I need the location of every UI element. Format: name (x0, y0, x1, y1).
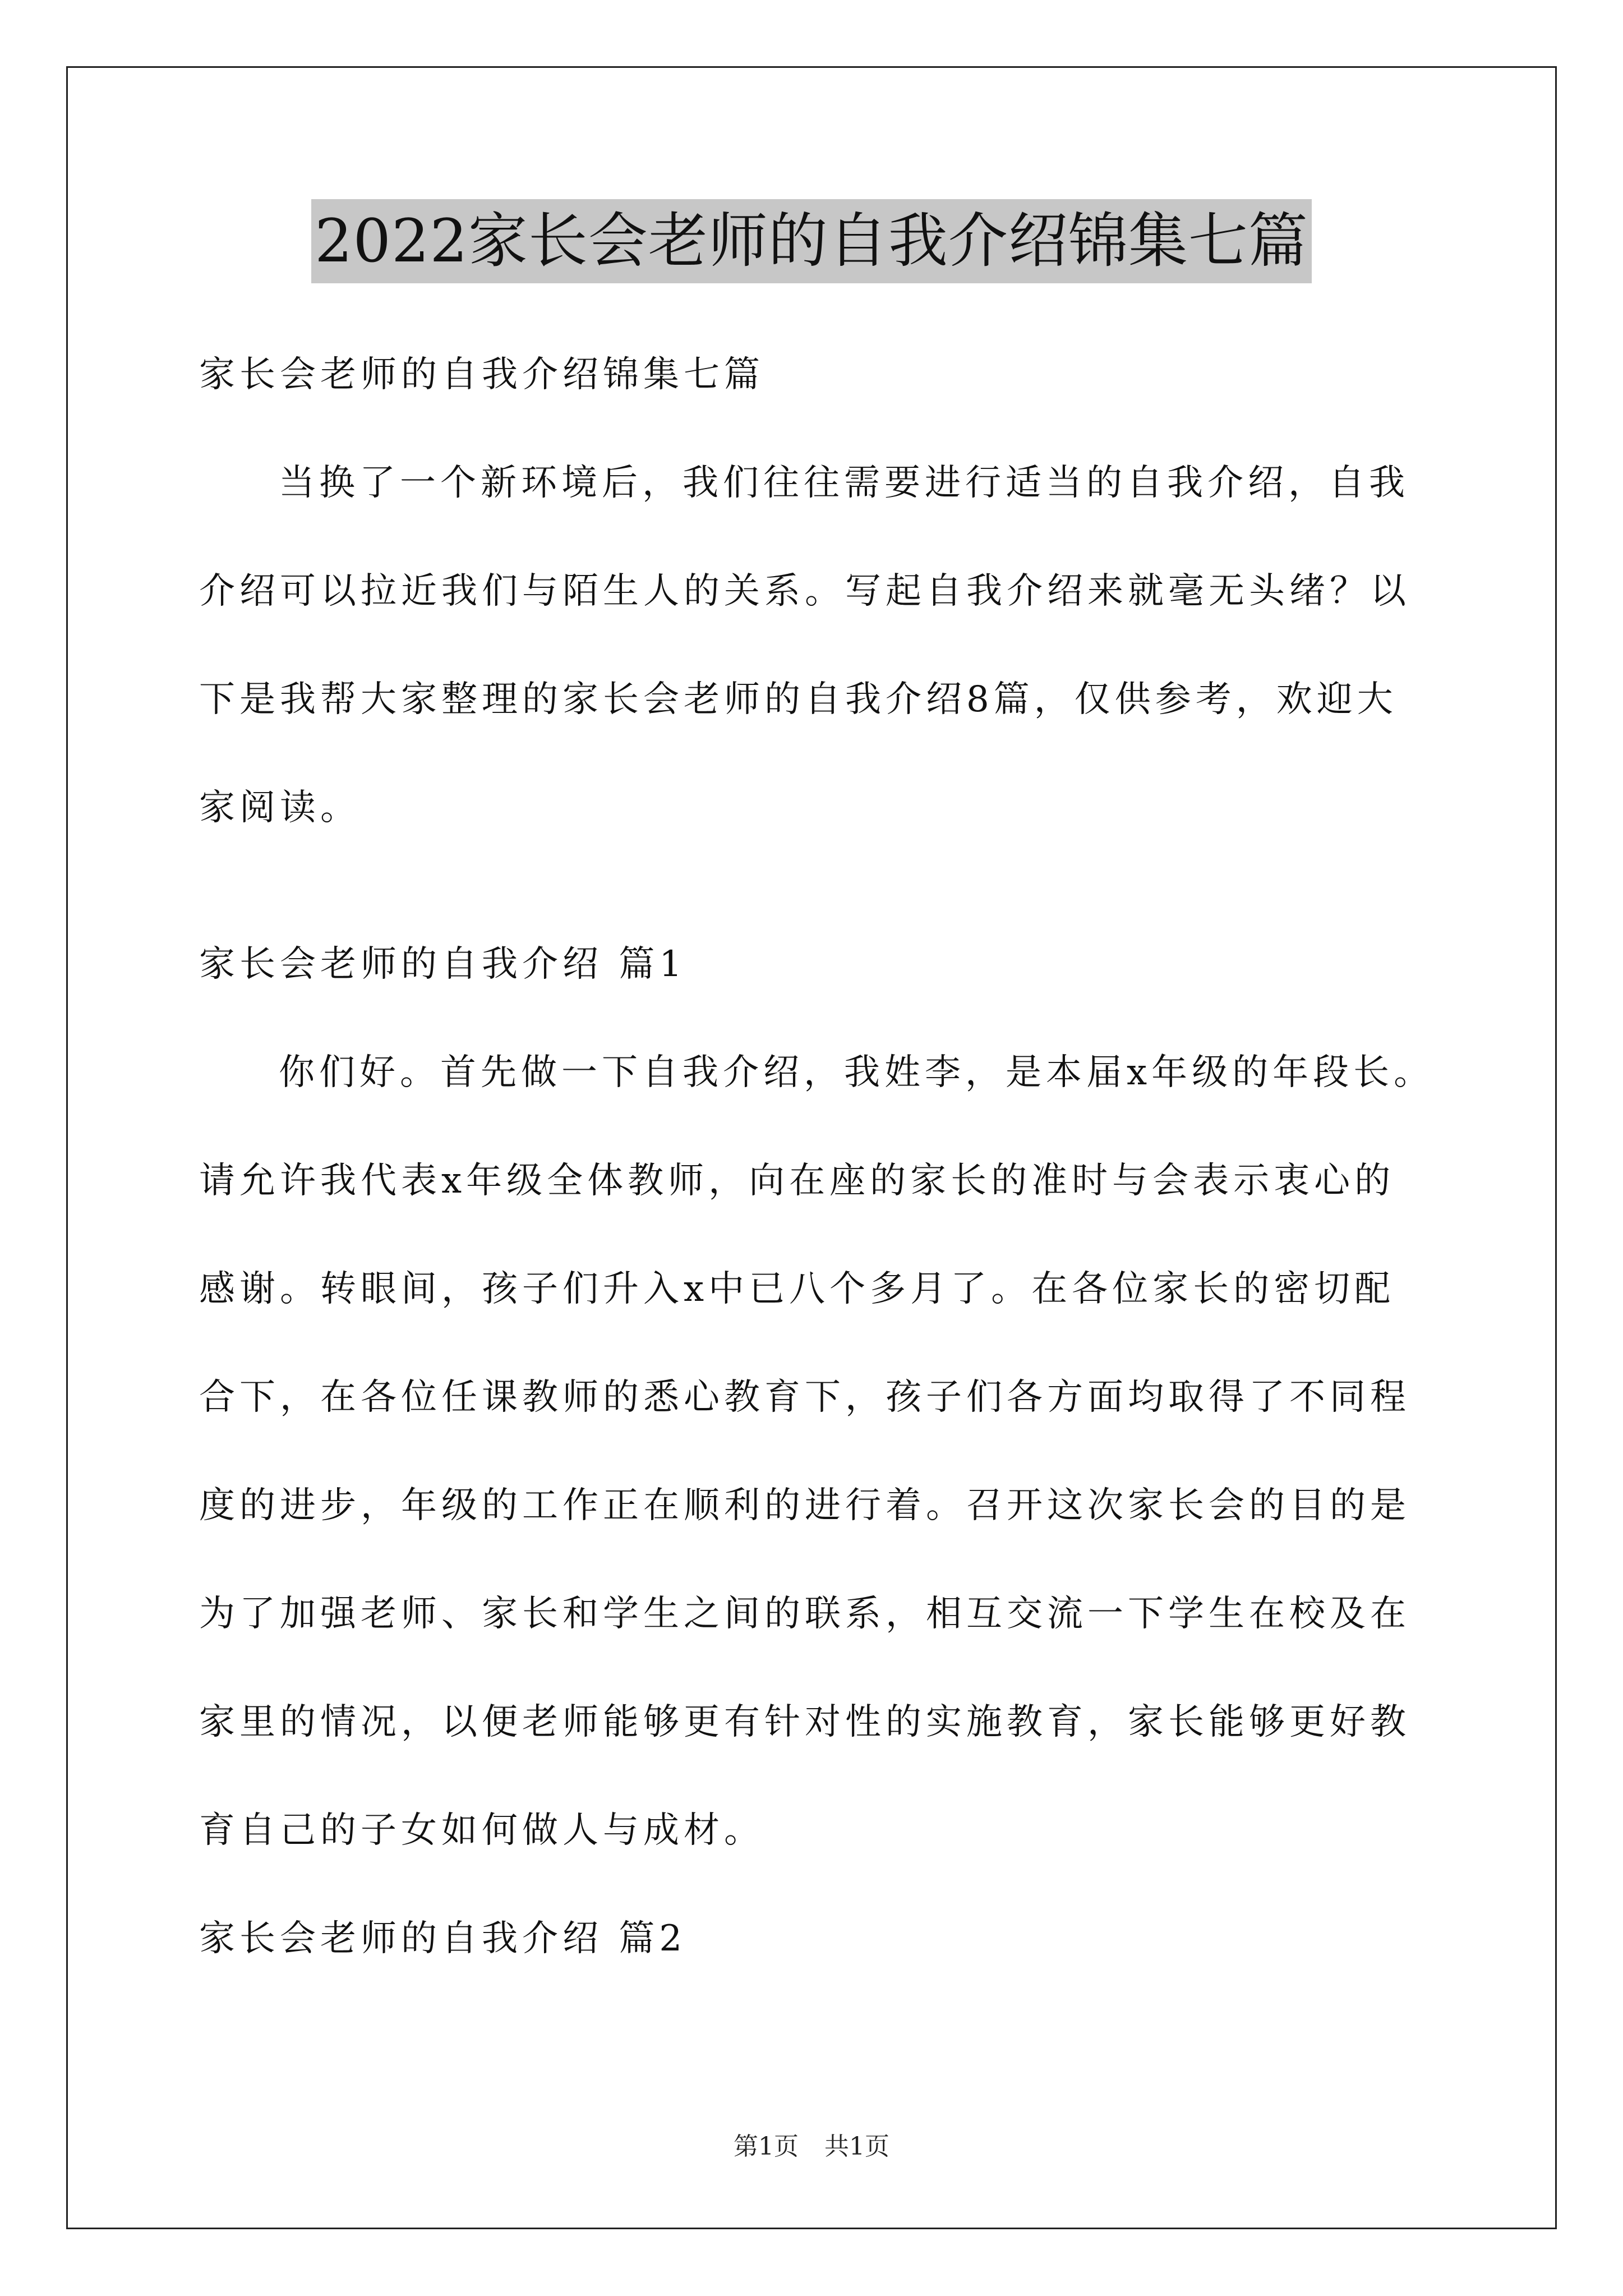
title-container (0, 199, 1623, 283)
section-paragraph-line: 感谢。转眼间，孩子们升入x中已八个多月了。在各位家长的密切配 (199, 1268, 1395, 1310)
section-paragraph-line: 家里的情况，以便老师能够更有针对性的实施教育，家长能够更好教 (199, 1701, 1410, 1743)
intro-paragraph-line: 家阅读。 (199, 787, 361, 829)
intro-paragraph-line: 下是我帮大家整理的家长会老师的自我介绍8篇，仅供参考，欢迎大 (199, 679, 1398, 720)
section-heading: 家长会老师的自我介绍 篇2 (199, 1918, 687, 1959)
section-paragraph-line: 为了加强老师、家长和学生之间的联系，相互交流一下学生在校及在 (199, 1593, 1410, 1635)
intro-paragraph-line: 介绍可以拉近我们与陌生人的关系。写起自我介绍来就毫无头绪？以 (199, 570, 1410, 612)
section-paragraph-line: 合下，在各位任课教师的悉心教育下，孩子们各方面均取得了不同程 (199, 1377, 1410, 1418)
section-paragraph-line: 请允许我代表x年级全体教师，向在座的家长的准时与会表示衷心的 (199, 1160, 1395, 1202)
section-paragraph-line: 度的进步，年级的工作正在顺利的进行着。召开这次家长会的目的是 (199, 1485, 1410, 1526)
page-number: 第1页 (734, 2132, 799, 2161)
document-title: 2022家长会老师的自我介绍锦集七篇 (311, 199, 1312, 283)
intro-paragraph-line: 当换了一个新环境后，我们往往需要进行适当的自我介绍，自我 (279, 462, 1409, 504)
subtitle-line: 家长会老师的自我介绍锦集七篇 (199, 354, 764, 395)
section-paragraph-line: 育自己的子女如何做人与成材。 (199, 1810, 764, 1851)
page-footer (0, 2126, 1623, 2162)
total-pages: 共1页 (824, 2132, 889, 2161)
document-body (199, 348, 1433, 2020)
section-paragraph-line: 你们好。首先做一下自我介绍，我姓李，是本届x年级的年段长。 (279, 1052, 1435, 1093)
section-heading: 家长会老师的自我介绍 篇1 (199, 944, 687, 985)
